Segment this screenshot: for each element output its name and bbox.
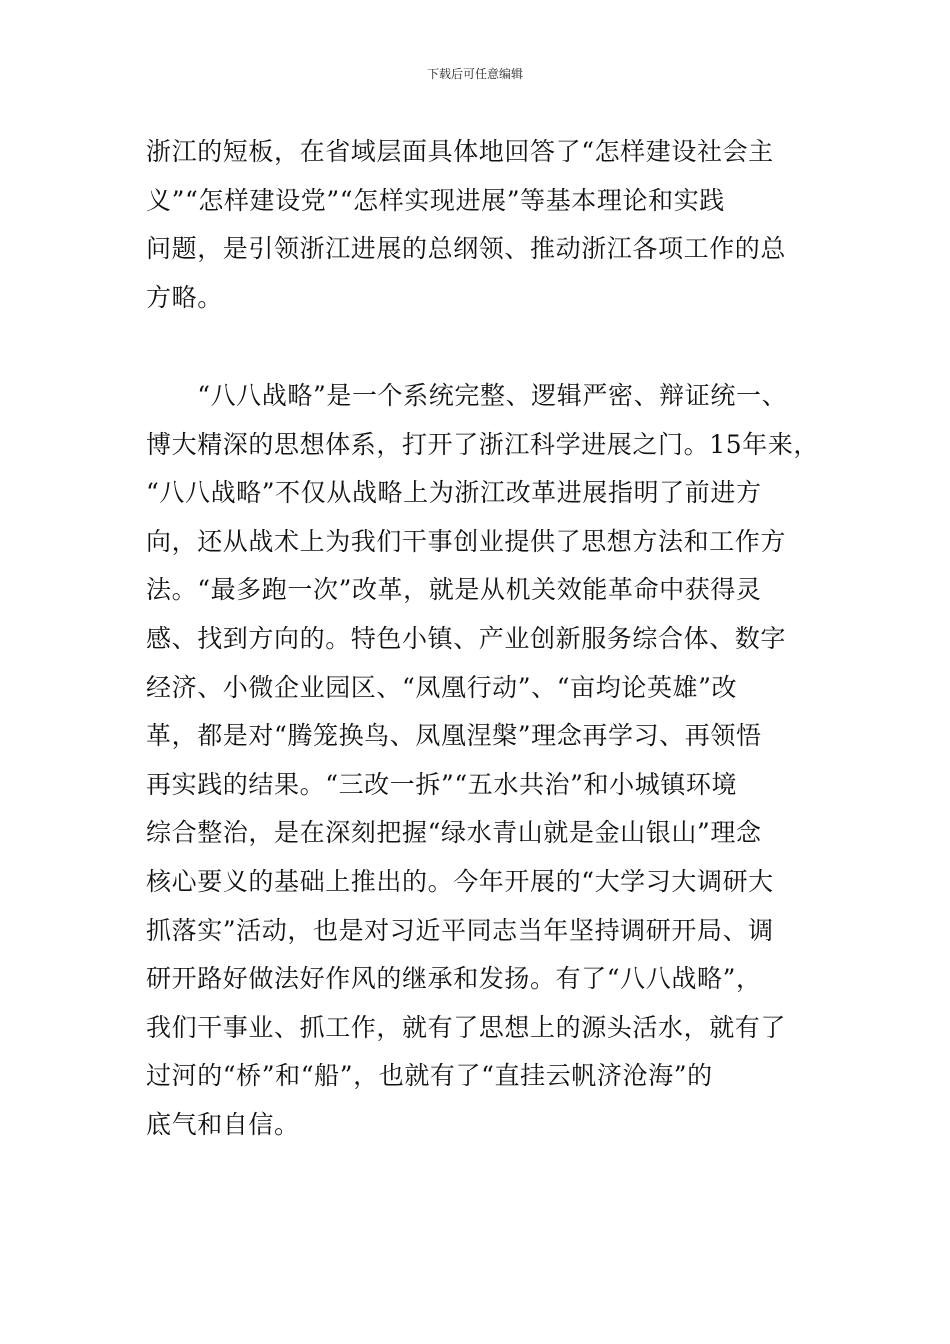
text-line: 综合整治，是在深刻把握“绿水青山就是金山银山”理念 (146, 818, 762, 848)
text-line: 浙江的短板，在省域层面具体地回答了“怎样建设社会主 (146, 137, 774, 166)
text-line: 我们干事业、抓工作，就有了思想上的源头活水，就有了 (146, 1012, 787, 1042)
paragraph-1 (146, 128, 826, 322)
text-line: 问题，是引领浙江进展的总纲领、推动浙江各项工作的总 (146, 234, 787, 264)
text-line: 法。“最多跑一次”改革，就是从机关效能革命中获得灵 (146, 575, 762, 605)
text-line: 抓落实”活动，也是对习近平同志当年坚持调研开局、调 (146, 915, 774, 945)
text-line: 底气和自信。 (146, 1109, 300, 1139)
text-line: 过河的“桥”和“船”，也就有了“直挂云帆济沧海”的 (146, 1061, 713, 1091)
text-line: “八八战略”是一个系统完整、逻辑严密、辩证统一、 (146, 381, 788, 410)
text-line: “八八战略”不仅从战略上为浙江改革进展指明了前进方 (146, 478, 762, 508)
text-line: 再实践的结果。“三改一拆”“五水共治”和小城镇环境 (146, 769, 738, 799)
text-line: 向，还从战术上为我们干事创业提供了思想方法和工作方 (146, 526, 787, 556)
text-line: 核心要义的基础上推出的。今年开展的“大学习大调研大 (146, 866, 774, 896)
text-line: 经济、小微企业园区、“凤凰行动”、“亩均论英雄”改 (146, 672, 738, 702)
text-line: 革，都是对“腾笼换鸟、凤凰涅槃”理念再学习、再领悟 (146, 721, 762, 751)
text-line: 方略。 (146, 282, 223, 312)
text-line: 义”“怎样建设党”“怎样实现进展”等基本理论和实践 (146, 185, 725, 215)
text-line: 博大精深的思想体系，打开了浙江科学进展之门。15年来， (146, 429, 820, 459)
text-line: 研开路好做法好作风的继承和发扬。有了“八八战略”， (146, 964, 762, 994)
paragraph-2 (146, 372, 826, 1150)
page-header-note: 下载后可任意编辑 (426, 67, 523, 81)
text-line: 感、找到方向的。特色小镇、产业创新服务综合体、数字 (146, 623, 787, 653)
